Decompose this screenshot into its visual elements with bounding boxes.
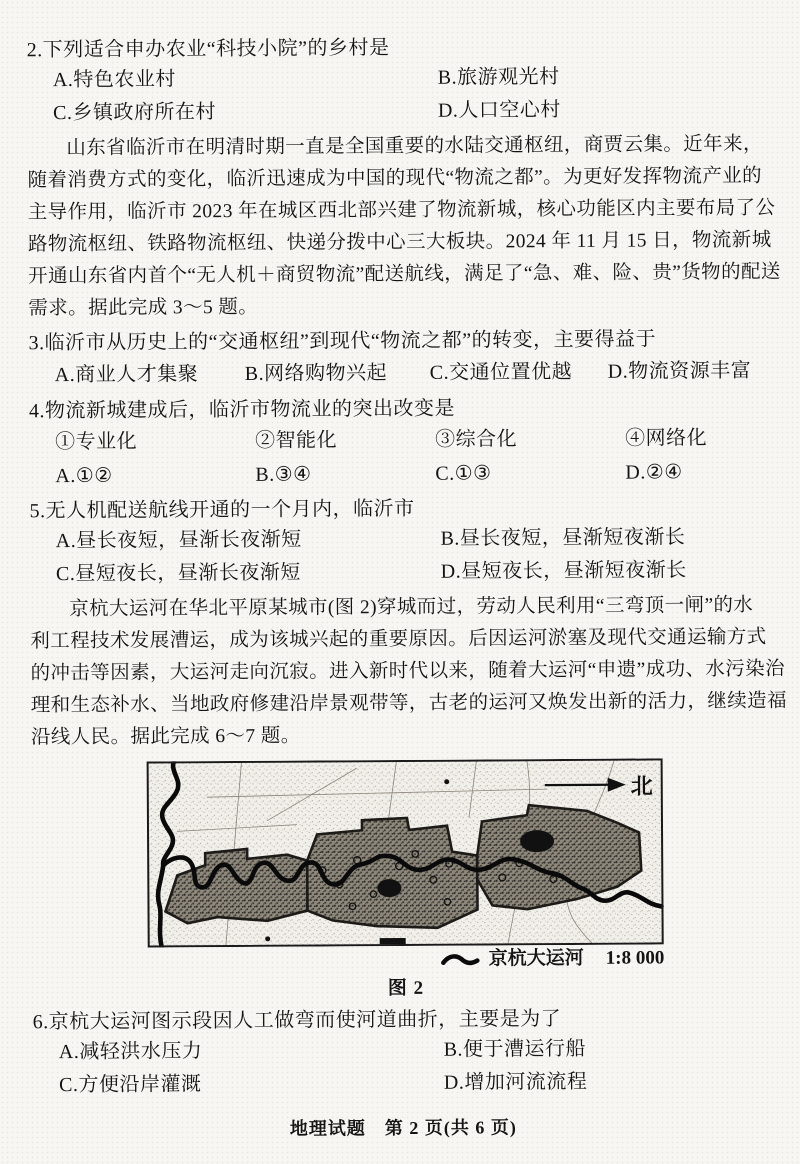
- option-4c: C.①③: [435, 456, 625, 491]
- option-6b: B.便于漕运行船: [418, 1032, 773, 1067]
- legend-label: 京杭大运河: [489, 947, 584, 972]
- map-legend: [147, 946, 664, 973]
- option-4a: A.①②: [55, 458, 255, 493]
- question-5-stem: 5.无人机配送航线开通的一个月内，临沂市: [29, 493, 769, 526]
- question-4-stem: 4.物流新城建成后，临沂市物流业的突出改变是: [29, 393, 769, 426]
- passage-line: 需求。据此完成 3～5 题。: [28, 289, 768, 326]
- passage-line: 随着消费方式的变化，临沂迅速成为中国的现代“物流之都”。为更好发挥物流产业的: [27, 161, 767, 198]
- passage-linyi-logistics: [27, 129, 768, 326]
- question-2-stem: 2.下列适合申办农业“科技小院”的乡村是: [27, 32, 767, 65]
- option-6c: C.方便沿岸灌溉: [33, 1067, 418, 1102]
- passage-line: 开通山东省内首个“无人机＋商贸物流”配送航线，满足了“急、难、险、贵”货物的配送: [28, 257, 768, 294]
- canal-city-map: [146, 758, 664, 947]
- question-2-options-row-1: [27, 60, 767, 98]
- passage-line: 主导作用，临沂市 2023 年在城区西北部兴建了物流新城，核心功能区内主要布局了公: [28, 193, 768, 230]
- question-2-options-row-2: [27, 93, 767, 131]
- canal-legend-symbol-icon: [441, 953, 481, 967]
- option-2b: B.旅游观光村: [412, 60, 767, 95]
- passage-line: 山东省临沂市在明清时期一直是全国重要的水陆交通枢纽，商贾云集。近年来，: [27, 129, 767, 166]
- question-3-stem: 3.临沂市从历史上的“交通枢纽”到现代“物流之都”的转变，主要得益于: [28, 325, 768, 358]
- page-footer: 地理试题 第 2 页(共 6 页): [33, 1114, 773, 1143]
- option-4b: B.③④: [255, 457, 435, 492]
- map-scale: 1:8 000: [606, 946, 665, 970]
- option-3a: A.商业人才集聚: [55, 356, 245, 393]
- passage-line: 路物流枢纽、铁路物流枢纽、快递分拨中心三大板块。2024 年 11 月 15 日，物流新城: [28, 225, 768, 262]
- option-3c: C.交通位置优越: [430, 354, 608, 391]
- option-4d: D.②④: [625, 455, 769, 490]
- option-5d: D.昼短夜长，昼渐短夜渐长: [415, 554, 770, 589]
- figure-2: [146, 758, 664, 1003]
- question-5-options-row-2: [30, 554, 770, 592]
- figure-caption: 图 2: [147, 974, 664, 1003]
- option-6a: A.减轻洪水压力: [33, 1034, 418, 1069]
- question-3-options-row: [29, 353, 769, 394]
- question-6-stem: 6.京杭大运河图示段因人工做弯而使河道曲折，主要是为了: [33, 1004, 773, 1037]
- item-4-2: ②智能化: [255, 423, 435, 458]
- passage-line: 利工程技术发展漕运，成为该城兴起的重要原因。后因运河淤塞及现代交通运输方式: [30, 622, 770, 659]
- question-5-options-row-1: [30, 521, 770, 559]
- option-2d: D.人口空心村: [412, 93, 767, 128]
- passage-grand-canal: [30, 590, 771, 755]
- option-5c: C.昼短夜长，昼渐长夜渐短: [30, 556, 415, 591]
- question-4-options-row: [29, 455, 769, 494]
- question-6-options-row-2: [33, 1065, 773, 1103]
- option-6d: D.增加河流流程: [418, 1065, 773, 1100]
- item-4-4: ④网络化: [625, 421, 769, 456]
- option-3d: D.物流资源丰富: [608, 353, 769, 390]
- passage-line: 的冲击等因素，大运河走向沉寂。进入新时代以来，随着大运河“申遗”成功、水污染治: [30, 654, 770, 691]
- passage-line: 沿线人民。据此完成 6～7 题。: [31, 718, 771, 755]
- option-2c: C.乡镇政府所在村: [27, 95, 412, 130]
- question-4-items-row: [29, 421, 769, 460]
- option-3b: B.网络购物兴起: [245, 355, 430, 392]
- item-4-3: ③综合化: [435, 422, 625, 457]
- passage-line: 理和生态补水、当地政府修建沿岸景观带等，古老的运河又焕发出新的活力，继续造福: [31, 686, 771, 723]
- option-5a: A.昼长夜短，昼渐长夜渐短: [30, 523, 415, 558]
- option-5b: B.昼长夜短，昼渐短夜渐长: [414, 521, 769, 556]
- passage-line: 京杭大运河在华北平原某城市(图 2)穿城而过，劳动人民利用“三弯顶一闸”的水: [30, 590, 770, 627]
- option-2a: A.特色农业村: [27, 62, 412, 97]
- north-label: 北: [631, 773, 653, 798]
- item-4-1: ①专业化: [55, 424, 255, 459]
- question-6-options-row-1: [33, 1032, 773, 1070]
